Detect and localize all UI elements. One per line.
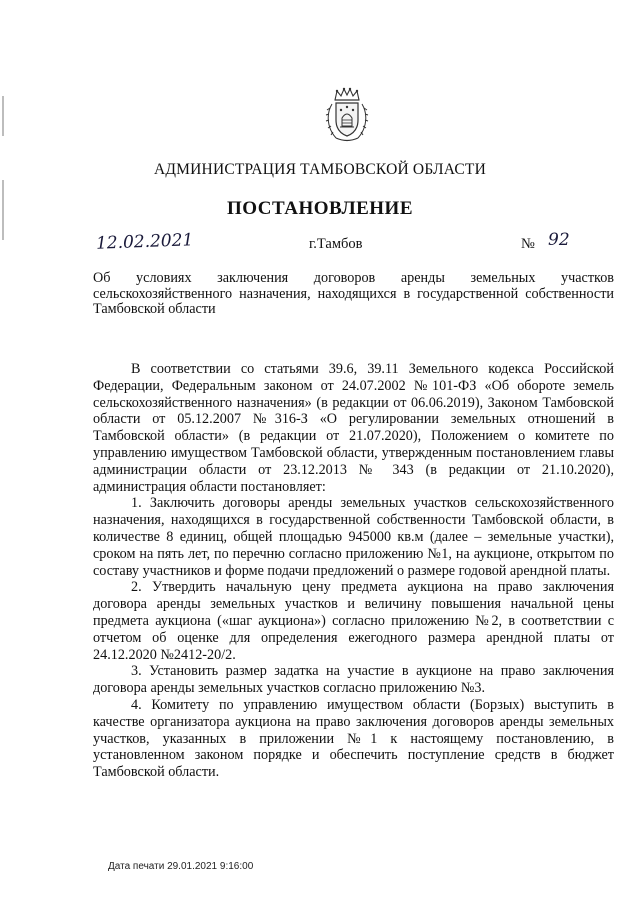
document-body [93, 361, 614, 781]
print-date-footer: Дата печати 29.01.2021 9:16:00 [108, 861, 254, 872]
handwritten-date: 12.02.2021 [95, 230, 194, 254]
document-subject: Об условиях заключения договоров аренды земельных участков сельскохозяйственного назначения, находящихся в государственной собственности Тамбовской области [93, 270, 614, 317]
clause-1-paragraph: 1. Заключить договоры аренды земельных участков сельскохозяйственного назначения, находящихся в государственной собственности Тамбовской области, в количестве 8 единиц, общей площадью 945000 кв.м (далее – земельные участки), сроком на пять лет, по перечню согласно приложению №1, на аукционе, открытом по составу участников и форме подачи предложений о размере годовой арендной платы. [93, 495, 614, 579]
document-type-title: ПОСТАНОВЛЕНИЕ [226, 198, 414, 219]
clause-3-paragraph: 3. Установить размер задатка на участие в аукционе на право заключения договора аренды земельных участков согласно приложению №3. [93, 663, 614, 697]
clause-2-paragraph: 2. Утвердить начальную цену предмета аукциона на право заключения договора аренды земельных участков и величину повышения начальной цены предмета аукциона («шаг аукциона») согласно приложению №2, в соответствии с отчетом об оценке для определения ежегодного размера арендной платы от 24.12.2020 №2412-20/2. [93, 579, 614, 663]
number-sign: № [521, 236, 535, 252]
preamble-paragraph: В соответствии со статьями 39.6, 39.11 Земельного кодекса Российской Федерации, Федеральным законом от 24.07.2002 №101-ФЗ «Об обороте земель сельскохозяйственного назначения» (в редакции от 06.06.2019), Законом Тамбовской области от 05.12.2007 №316-З «О регулировании земельных отношений в Тамбовской области» (в редакции от 21.07.2020), Положением о комитете по управлению имуществом Тамбовской области, утвержденным постановлением главы администрации области от 23.12.2013 № 343 (в редакции от 21.10.2020), администрация области постановляет: [93, 361, 614, 495]
tambov-coat-of-arms-icon [324, 86, 370, 144]
clause-4-paragraph: 4. Комитету по управлению имуществом области (Борзых) выступить в качестве организатора аукциона на право заключения договоров аренды земельных участков, указанных в приложении №1 к настоящему постановлению, в установленном законом порядке и обеспечить поступление средств в бюджет Тамбовской области. [93, 696, 614, 781]
handwritten-document-number: 92 [548, 230, 570, 250]
organization-title: АДМИНИСТРАЦИЯ ТАМБОВСКОЙ ОБЛАСТИ [154, 161, 486, 178]
city-name: г.Тамбов [309, 236, 363, 252]
scan-edge-mark-top [2, 96, 4, 136]
